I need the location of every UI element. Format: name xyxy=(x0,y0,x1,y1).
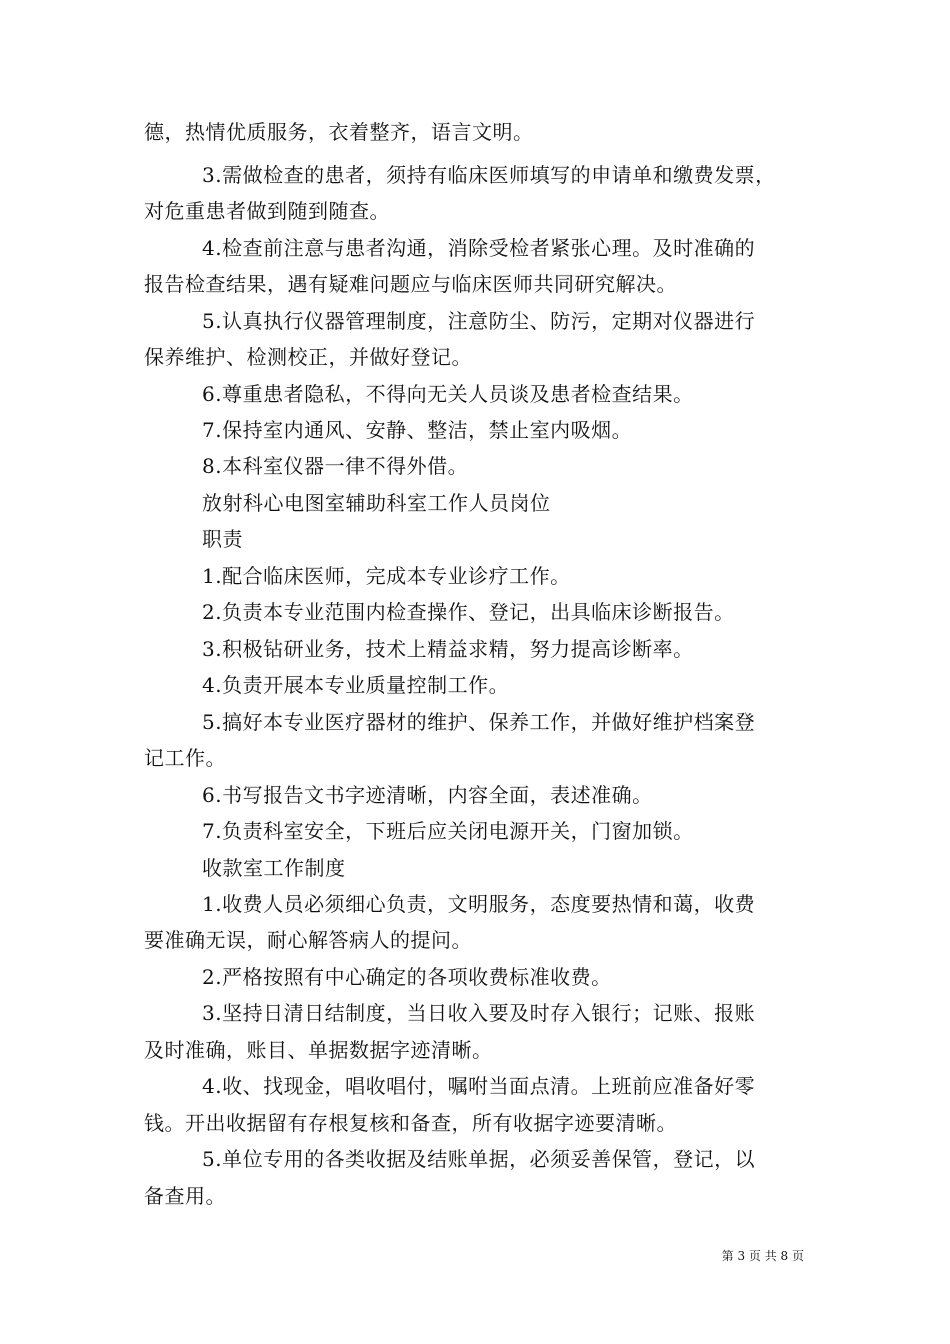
section-heading: 职责 xyxy=(202,527,243,551)
text-line: 德，热情优质服务，衣着整齐，语言文明。 xyxy=(144,120,534,144)
text-line: 6.书写报告文书字迹清晰，内容全面，表述准确。 xyxy=(202,783,653,807)
text-line: 5.认真执行仪器管理制度，注意防尘、防污，定期对仪器进行 xyxy=(202,309,756,333)
text-line: 4.负责开展本专业质量控制工作。 xyxy=(202,673,510,697)
text-line: 对危重患者做到随到随查。 xyxy=(144,199,390,223)
text-line: 4.收、找现金，唱收唱付，嘱咐当面点清。上班前应准备好零 xyxy=(202,1074,756,1098)
text-line: 及时准确，账目、单据数据字迹清晰。 xyxy=(144,1038,493,1062)
text-line: 3.需做检查的患者，须持有临床医师填写的申请单和缴费发票， xyxy=(202,163,776,187)
text-line: 7.负责科室安全，下班后应关闭电源开关，门窗加锁。 xyxy=(202,819,694,843)
text-line: 1.配合临床医师，完成本专业诊疗工作。 xyxy=(202,564,571,588)
section-heading: 收款室工作制度 xyxy=(202,856,346,880)
text-line: 钱。开出收据留有存根复核和备查，所有收据字迹要清晰。 xyxy=(144,1111,677,1135)
text-line: 要准确无误，耐心解答病人的提问。 xyxy=(144,928,472,952)
page-number: 第 3 页 共 8 页 xyxy=(721,1249,804,1263)
text-line: 2.负责本专业范围内检查操作、登记，出具临床诊断报告。 xyxy=(202,600,735,624)
text-line: 保养维护、检测校正，并做好登记。 xyxy=(144,345,472,369)
section-heading: 放射科心电图室辅助科室工作人员岗位 xyxy=(202,491,551,515)
text-line: 7.保持室内通风、安静、整洁，禁止室内吸烟。 xyxy=(202,418,633,442)
text-line: 3.积极钻研业务，技术上精益求精，努力提高诊断率。 xyxy=(202,637,694,661)
text-line: 4.检查前注意与患者沟通，消除受检者紧张心理。及时准确的 xyxy=(202,236,756,260)
text-line: 2.严格按照有中心确定的各项收费标准收费。 xyxy=(202,965,612,989)
text-line: 1.收费人员必须细心负责，文明服务，态度要热情和蔼，收费 xyxy=(202,892,756,916)
text-line: 5.单位专用的各类收据及结账单据，必须妥善保管，登记，以 xyxy=(202,1147,756,1171)
text-line: 3.坚持日清日结制度，当日收入要及时存入银行；记账、报账 xyxy=(202,1001,756,1025)
text-line: 6.尊重患者隐私，不得向无关人员谈及患者检查结果。 xyxy=(202,382,694,406)
text-line: 记工作。 xyxy=(144,746,226,770)
text-line: 5.搞好本专业医疗器材的维护、保养工作，并做好维护档案登 xyxy=(202,710,756,734)
text-line: 备查用。 xyxy=(144,1184,226,1208)
text-line: 报告检查结果，遇有疑难问题应与临床医师共同研究解决。 xyxy=(144,272,677,296)
text-line: 8.本科室仪器一律不得外借。 xyxy=(202,454,469,478)
